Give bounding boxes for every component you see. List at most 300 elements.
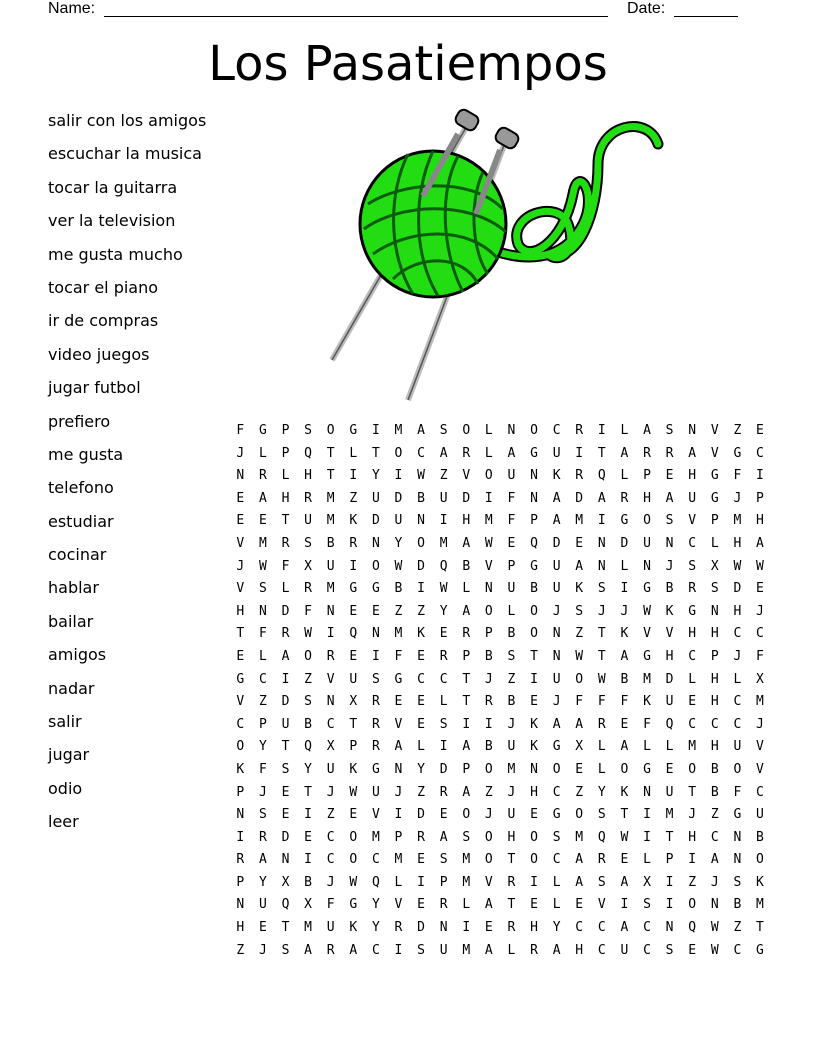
- grid-letter[interactable]: G: [643, 581, 651, 597]
- grid-letter[interactable]: D: [281, 829, 290, 845]
- grid-letter[interactable]: G: [733, 445, 742, 461]
- grid-letter[interactable]: H: [304, 468, 312, 484]
- grid-letter[interactable]: Z: [236, 942, 245, 958]
- grid-letter[interactable]: Y: [439, 603, 448, 619]
- grid-letter[interactable]: I: [304, 852, 312, 868]
- grid-letter[interactable]: E: [258, 513, 267, 529]
- grid-letter[interactable]: W: [304, 626, 312, 642]
- grid-letter[interactable]: E: [417, 897, 425, 913]
- grid-letter[interactable]: Y: [552, 920, 561, 936]
- grid-letter[interactable]: O: [733, 761, 742, 777]
- grid-letter[interactable]: O: [304, 648, 312, 664]
- grid-letter[interactable]: V: [688, 513, 697, 529]
- grid-letter[interactable]: I: [575, 445, 584, 461]
- grid-letter[interactable]: G: [530, 558, 538, 574]
- grid-letter[interactable]: Z: [394, 603, 403, 619]
- grid-letter[interactable]: B: [710, 761, 719, 777]
- grid-letter[interactable]: I: [597, 513, 606, 529]
- grid-letter[interactable]: G: [688, 603, 697, 619]
- grid-letter[interactable]: L: [417, 739, 425, 755]
- grid-letter[interactable]: P: [462, 648, 471, 664]
- grid-letter[interactable]: I: [530, 874, 538, 890]
- grid-letter[interactable]: J: [688, 807, 697, 823]
- grid-letter[interactable]: C: [552, 423, 561, 438]
- grid-letter[interactable]: H: [733, 535, 742, 551]
- grid-letter[interactable]: J: [733, 490, 742, 506]
- grid-letter[interactable]: E: [349, 648, 358, 664]
- grid-letter[interactable]: T: [597, 445, 606, 461]
- grid-letter[interactable]: N: [371, 626, 380, 642]
- grid-letter[interactable]: S: [575, 603, 584, 619]
- grid-letter[interactable]: A: [643, 423, 651, 438]
- grid-letter[interactable]: M: [326, 581, 335, 597]
- grid-letter[interactable]: R: [326, 648, 335, 664]
- grid-letter[interactable]: M: [394, 423, 403, 438]
- grid-letter[interactable]: S: [258, 581, 267, 597]
- grid-letter[interactable]: L: [665, 739, 674, 755]
- grid-letter[interactable]: H: [710, 739, 719, 755]
- grid-letter[interactable]: D: [552, 535, 561, 551]
- grid-letter[interactable]: U: [552, 581, 561, 597]
- grid-letter[interactable]: G: [258, 423, 267, 438]
- grid-letter[interactable]: R: [462, 445, 471, 461]
- grid-letter[interactable]: T: [281, 739, 290, 755]
- grid-letter[interactable]: U: [688, 490, 697, 506]
- grid-letter[interactable]: I: [620, 897, 629, 913]
- grid-letter[interactable]: J: [597, 603, 606, 619]
- grid-letter[interactable]: S: [507, 648, 516, 664]
- grid-letter[interactable]: E: [620, 852, 629, 868]
- grid-letter[interactable]: U: [258, 897, 267, 913]
- grid-letter[interactable]: I: [349, 558, 358, 574]
- grid-letter[interactable]: H: [236, 920, 245, 936]
- grid-letter[interactable]: P: [643, 468, 651, 484]
- grid-letter[interactable]: J: [258, 942, 267, 958]
- grid-letter[interactable]: A: [552, 716, 561, 732]
- grid-letter[interactable]: X: [304, 558, 312, 574]
- grid-letter[interactable]: A: [439, 829, 448, 845]
- grid-letter[interactable]: K: [530, 716, 538, 732]
- grid-letter[interactable]: U: [349, 671, 358, 687]
- grid-letter[interactable]: E: [530, 694, 538, 710]
- grid-letter[interactable]: N: [530, 761, 538, 777]
- grid-letter[interactable]: S: [597, 807, 606, 823]
- grid-letter[interactable]: Q: [439, 558, 448, 574]
- grid-letter[interactable]: I: [326, 626, 335, 642]
- grid-letter[interactable]: T: [756, 920, 764, 936]
- grid-letter[interactable]: N: [688, 423, 697, 438]
- grid-letter[interactable]: E: [236, 490, 245, 506]
- grid-letter[interactable]: P: [236, 784, 245, 800]
- grid-letter[interactable]: U: [439, 942, 448, 958]
- grid-letter[interactable]: M: [462, 852, 471, 868]
- grid-letter[interactable]: R: [575, 423, 584, 438]
- grid-letter[interactable]: M: [756, 897, 764, 913]
- grid-letter[interactable]: A: [552, 490, 561, 506]
- grid-letter[interactable]: Z: [304, 671, 312, 687]
- grid-letter[interactable]: S: [665, 942, 674, 958]
- grid-letter[interactable]: N: [371, 535, 380, 551]
- grid-letter[interactable]: C: [552, 784, 561, 800]
- grid-letter[interactable]: C: [258, 671, 267, 687]
- grid-letter[interactable]: X: [304, 897, 312, 913]
- grid-letter[interactable]: E: [281, 807, 290, 823]
- grid-letter[interactable]: X: [326, 739, 335, 755]
- grid-letter[interactable]: K: [620, 626, 629, 642]
- grid-letter[interactable]: G: [349, 423, 358, 438]
- grid-letter[interactable]: M: [733, 513, 742, 529]
- grid-letter[interactable]: G: [371, 581, 380, 597]
- grid-letter[interactable]: P: [462, 761, 471, 777]
- grid-letter[interactable]: C: [756, 784, 764, 800]
- grid-letter[interactable]: N: [530, 468, 538, 484]
- grid-letter[interactable]: R: [236, 852, 245, 868]
- grid-letter[interactable]: E: [575, 897, 584, 913]
- grid-letter[interactable]: H: [710, 671, 719, 687]
- grid-letter[interactable]: L: [552, 897, 561, 913]
- grid-letter[interactable]: C: [733, 716, 742, 732]
- grid-letter[interactable]: N: [552, 626, 561, 642]
- grid-letter[interactable]: H: [710, 626, 719, 642]
- grid-letter[interactable]: A: [462, 784, 471, 800]
- grid-letter[interactable]: N: [597, 558, 606, 574]
- grid-letter[interactable]: E: [688, 694, 697, 710]
- grid-letter[interactable]: V: [597, 897, 606, 913]
- grid-letter[interactable]: F: [643, 716, 651, 732]
- grid-letter[interactable]: C: [326, 852, 335, 868]
- grid-letter[interactable]: R: [643, 445, 651, 461]
- word-search-grid[interactable]: [229, 420, 773, 962]
- grid-letter[interactable]: L: [507, 942, 516, 958]
- grid-letter[interactable]: D: [417, 920, 425, 936]
- grid-letter[interactable]: P: [756, 490, 764, 506]
- grid-letter[interactable]: V: [462, 468, 471, 484]
- grid-letter[interactable]: R: [439, 648, 448, 664]
- grid-letter[interactable]: A: [620, 874, 629, 890]
- grid-letter[interactable]: I: [304, 807, 312, 823]
- grid-letter[interactable]: I: [484, 716, 493, 732]
- grid-letter[interactable]: V: [756, 739, 764, 755]
- grid-letter[interactable]: G: [394, 671, 403, 687]
- grid-letter[interactable]: W: [394, 558, 403, 574]
- grid-letter[interactable]: R: [688, 581, 697, 597]
- grid-letter[interactable]: A: [552, 942, 561, 958]
- grid-letter[interactable]: S: [665, 423, 674, 438]
- grid-letter[interactable]: X: [575, 739, 584, 755]
- grid-letter[interactable]: P: [710, 648, 719, 664]
- grid-letter[interactable]: U: [394, 513, 403, 529]
- grid-letter[interactable]: X: [643, 874, 651, 890]
- grid-letter[interactable]: E: [394, 694, 403, 710]
- grid-letter[interactable]: M: [575, 829, 584, 845]
- grid-letter[interactable]: N: [236, 807, 245, 823]
- grid-letter[interactable]: E: [530, 807, 538, 823]
- grid-letter[interactable]: F: [304, 603, 312, 619]
- grid-letter[interactable]: E: [439, 626, 448, 642]
- grid-letter[interactable]: N: [439, 920, 448, 936]
- grid-letter[interactable]: I: [371, 648, 380, 664]
- grid-letter[interactable]: I: [665, 897, 674, 913]
- grid-letter[interactable]: V: [236, 535, 245, 551]
- grid-letter[interactable]: Y: [371, 468, 380, 484]
- grid-letter[interactable]: O: [326, 423, 335, 438]
- grid-letter[interactable]: J: [507, 716, 516, 732]
- grid-letter[interactable]: F: [394, 648, 403, 664]
- grid-letter[interactable]: U: [665, 784, 674, 800]
- grid-letter[interactable]: X: [281, 874, 290, 890]
- grid-letter[interactable]: H: [710, 694, 719, 710]
- grid-letter[interactable]: A: [484, 897, 493, 913]
- grid-letter[interactable]: W: [620, 829, 629, 845]
- grid-letter[interactable]: S: [733, 874, 742, 890]
- grid-letter[interactable]: C: [417, 671, 425, 687]
- grid-letter[interactable]: F: [258, 626, 267, 642]
- grid-letter[interactable]: Q: [688, 920, 697, 936]
- grid-letter[interactable]: P: [394, 829, 403, 845]
- grid-letter[interactable]: O: [530, 603, 538, 619]
- grid-letter[interactable]: B: [484, 648, 493, 664]
- grid-letter[interactable]: S: [710, 581, 719, 597]
- grid-letter[interactable]: H: [688, 468, 697, 484]
- grid-letter[interactable]: T: [326, 445, 335, 461]
- grid-letter[interactable]: R: [258, 468, 267, 484]
- grid-letter[interactable]: B: [620, 671, 629, 687]
- grid-letter[interactable]: F: [620, 694, 629, 710]
- grid-letter[interactable]: M: [484, 513, 493, 529]
- grid-letter[interactable]: N: [507, 423, 516, 438]
- grid-letter[interactable]: B: [507, 694, 516, 710]
- grid-letter[interactable]: J: [326, 784, 335, 800]
- grid-letter[interactable]: N: [665, 535, 674, 551]
- grid-letter[interactable]: F: [507, 490, 516, 506]
- date-blank-line[interactable]: [674, 16, 738, 17]
- grid-letter[interactable]: A: [507, 445, 516, 461]
- grid-letter[interactable]: R: [597, 852, 606, 868]
- grid-letter[interactable]: N: [643, 784, 651, 800]
- grid-letter[interactable]: J: [620, 603, 629, 619]
- grid-letter[interactable]: Y: [371, 897, 380, 913]
- grid-letter[interactable]: F: [575, 694, 584, 710]
- grid-letter[interactable]: C: [597, 942, 606, 958]
- grid-letter[interactable]: B: [417, 490, 425, 506]
- grid-letter[interactable]: L: [394, 874, 403, 890]
- grid-letter[interactable]: E: [304, 829, 312, 845]
- grid-letter[interactable]: C: [597, 920, 606, 936]
- grid-letter[interactable]: I: [462, 920, 471, 936]
- grid-letter[interactable]: V: [643, 626, 651, 642]
- grid-letter[interactable]: I: [597, 423, 606, 438]
- grid-letter[interactable]: M: [394, 852, 403, 868]
- grid-letter[interactable]: H: [281, 490, 290, 506]
- grid-letter[interactable]: U: [371, 490, 380, 506]
- grid-letter[interactable]: G: [552, 807, 561, 823]
- grid-letter[interactable]: U: [371, 784, 380, 800]
- grid-letter[interactable]: R: [281, 535, 290, 551]
- grid-letter[interactable]: A: [688, 445, 697, 461]
- grid-letter[interactable]: R: [665, 445, 674, 461]
- grid-letter[interactable]: A: [439, 445, 448, 461]
- grid-letter[interactable]: Z: [417, 784, 425, 800]
- grid-letter[interactable]: K: [756, 874, 764, 890]
- grid-letter[interactable]: D: [620, 535, 629, 551]
- grid-letter[interactable]: D: [417, 807, 425, 823]
- grid-letter[interactable]: Y: [258, 874, 267, 890]
- grid-letter[interactable]: T: [304, 784, 312, 800]
- grid-letter[interactable]: N: [665, 920, 674, 936]
- grid-letter[interactable]: B: [756, 829, 764, 845]
- grid-letter[interactable]: Z: [484, 784, 493, 800]
- grid-letter[interactable]: E: [688, 942, 697, 958]
- grid-letter[interactable]: M: [258, 535, 267, 551]
- grid-letter[interactable]: Y: [258, 739, 267, 755]
- grid-letter[interactable]: T: [597, 648, 606, 664]
- grid-letter[interactable]: R: [462, 626, 471, 642]
- grid-letter[interactable]: L: [620, 423, 629, 438]
- grid-letter[interactable]: E: [439, 807, 448, 823]
- grid-letter[interactable]: R: [258, 829, 267, 845]
- grid-letter[interactable]: C: [756, 445, 764, 461]
- grid-letter[interactable]: L: [710, 535, 719, 551]
- grid-letter[interactable]: H: [688, 829, 697, 845]
- grid-letter[interactable]: B: [304, 874, 312, 890]
- grid-letter[interactable]: Q: [349, 626, 358, 642]
- grid-letter[interactable]: J: [552, 694, 561, 710]
- grid-letter[interactable]: W: [733, 558, 742, 574]
- grid-letter[interactable]: T: [326, 468, 335, 484]
- grid-letter[interactable]: M: [643, 671, 651, 687]
- grid-letter[interactable]: G: [620, 513, 629, 529]
- grid-letter[interactable]: I: [665, 874, 674, 890]
- grid-letter[interactable]: C: [710, 829, 719, 845]
- grid-letter[interactable]: K: [575, 581, 584, 597]
- grid-letter[interactable]: S: [688, 558, 697, 574]
- grid-letter[interactable]: J: [733, 648, 742, 664]
- grid-letter[interactable]: N: [236, 897, 245, 913]
- grid-letter[interactable]: V: [394, 716, 403, 732]
- grid-letter[interactable]: T: [507, 852, 516, 868]
- grid-letter[interactable]: L: [439, 694, 448, 710]
- grid-letter[interactable]: Z: [688, 874, 697, 890]
- grid-letter[interactable]: M: [326, 513, 335, 529]
- grid-letter[interactable]: I: [439, 739, 448, 755]
- grid-letter[interactable]: R: [371, 739, 380, 755]
- grid-letter[interactable]: H: [688, 626, 697, 642]
- grid-letter[interactable]: M: [575, 513, 584, 529]
- grid-letter[interactable]: G: [643, 648, 651, 664]
- grid-letter[interactable]: N: [643, 558, 651, 574]
- grid-letter[interactable]: U: [733, 739, 742, 755]
- grid-letter[interactable]: H: [665, 648, 674, 664]
- grid-letter[interactable]: Y: [304, 761, 312, 777]
- grid-letter[interactable]: N: [281, 852, 290, 868]
- grid-letter[interactable]: Z: [439, 468, 448, 484]
- grid-letter[interactable]: C: [575, 920, 584, 936]
- grid-letter[interactable]: K: [349, 761, 358, 777]
- grid-letter[interactable]: D: [281, 603, 290, 619]
- grid-letter[interactable]: L: [620, 468, 629, 484]
- grid-letter[interactable]: V: [371, 807, 380, 823]
- grid-letter[interactable]: A: [620, 648, 629, 664]
- grid-letter[interactable]: J: [756, 603, 764, 619]
- grid-letter[interactable]: L: [552, 874, 561, 890]
- grid-letter[interactable]: H: [236, 603, 245, 619]
- grid-letter[interactable]: G: [530, 445, 538, 461]
- grid-letter[interactable]: A: [756, 535, 764, 551]
- grid-letter[interactable]: N: [552, 648, 561, 664]
- grid-letter[interactable]: E: [417, 694, 425, 710]
- grid-letter[interactable]: Y: [371, 920, 380, 936]
- grid-letter[interactable]: S: [439, 852, 448, 868]
- grid-letter[interactable]: I: [417, 581, 425, 597]
- grid-letter[interactable]: L: [462, 897, 471, 913]
- grid-letter[interactable]: C: [417, 445, 425, 461]
- grid-letter[interactable]: P: [281, 445, 290, 461]
- grid-letter[interactable]: A: [281, 648, 290, 664]
- grid-letter[interactable]: S: [643, 897, 651, 913]
- grid-letter[interactable]: B: [530, 581, 538, 597]
- grid-letter[interactable]: E: [756, 423, 764, 438]
- grid-letter[interactable]: G: [643, 761, 651, 777]
- grid-letter[interactable]: R: [507, 920, 516, 936]
- grid-letter[interactable]: T: [597, 626, 606, 642]
- grid-letter[interactable]: T: [462, 671, 471, 687]
- grid-letter[interactable]: E: [281, 784, 290, 800]
- grid-letter[interactable]: K: [349, 920, 358, 936]
- grid-letter[interactable]: A: [575, 558, 584, 574]
- grid-letter[interactable]: C: [371, 942, 380, 958]
- grid-letter[interactable]: O: [484, 603, 493, 619]
- grid-letter[interactable]: S: [304, 694, 312, 710]
- grid-letter[interactable]: A: [597, 490, 606, 506]
- grid-letter[interactable]: I: [236, 829, 245, 845]
- grid-letter[interactable]: R: [620, 490, 629, 506]
- grid-letter[interactable]: O: [484, 761, 493, 777]
- grid-letter[interactable]: O: [484, 468, 493, 484]
- grid-letter[interactable]: C: [643, 920, 651, 936]
- grid-letter[interactable]: E: [236, 513, 245, 529]
- grid-letter[interactable]: C: [643, 942, 651, 958]
- grid-letter[interactable]: P: [439, 874, 448, 890]
- grid-letter[interactable]: A: [394, 739, 403, 755]
- grid-letter[interactable]: O: [688, 897, 697, 913]
- grid-letter[interactable]: E: [665, 761, 674, 777]
- grid-letter[interactable]: H: [530, 920, 538, 936]
- grid-letter[interactable]: U: [281, 716, 290, 732]
- grid-letter[interactable]: U: [552, 445, 561, 461]
- grid-letter[interactable]: L: [733, 671, 742, 687]
- grid-letter[interactable]: I: [349, 468, 358, 484]
- grid-letter[interactable]: M: [439, 535, 448, 551]
- grid-letter[interactable]: T: [507, 897, 516, 913]
- grid-letter[interactable]: H: [462, 513, 471, 529]
- grid-letter[interactable]: Z: [710, 807, 719, 823]
- grid-letter[interactable]: C: [439, 671, 448, 687]
- grid-letter[interactable]: B: [665, 581, 674, 597]
- grid-letter[interactable]: U: [326, 761, 335, 777]
- grid-letter[interactable]: G: [236, 671, 245, 687]
- grid-letter[interactable]: H: [643, 490, 651, 506]
- grid-letter[interactable]: I: [620, 581, 629, 597]
- grid-letter[interactable]: I: [439, 513, 448, 529]
- grid-letter[interactable]: X: [349, 694, 358, 710]
- grid-letter[interactable]: O: [484, 852, 493, 868]
- grid-letter[interactable]: M: [665, 807, 674, 823]
- grid-letter[interactable]: O: [462, 807, 471, 823]
- grid-letter[interactable]: E: [575, 761, 584, 777]
- grid-letter[interactable]: E: [417, 852, 425, 868]
- grid-letter[interactable]: X: [710, 558, 719, 574]
- grid-letter[interactable]: A: [620, 739, 629, 755]
